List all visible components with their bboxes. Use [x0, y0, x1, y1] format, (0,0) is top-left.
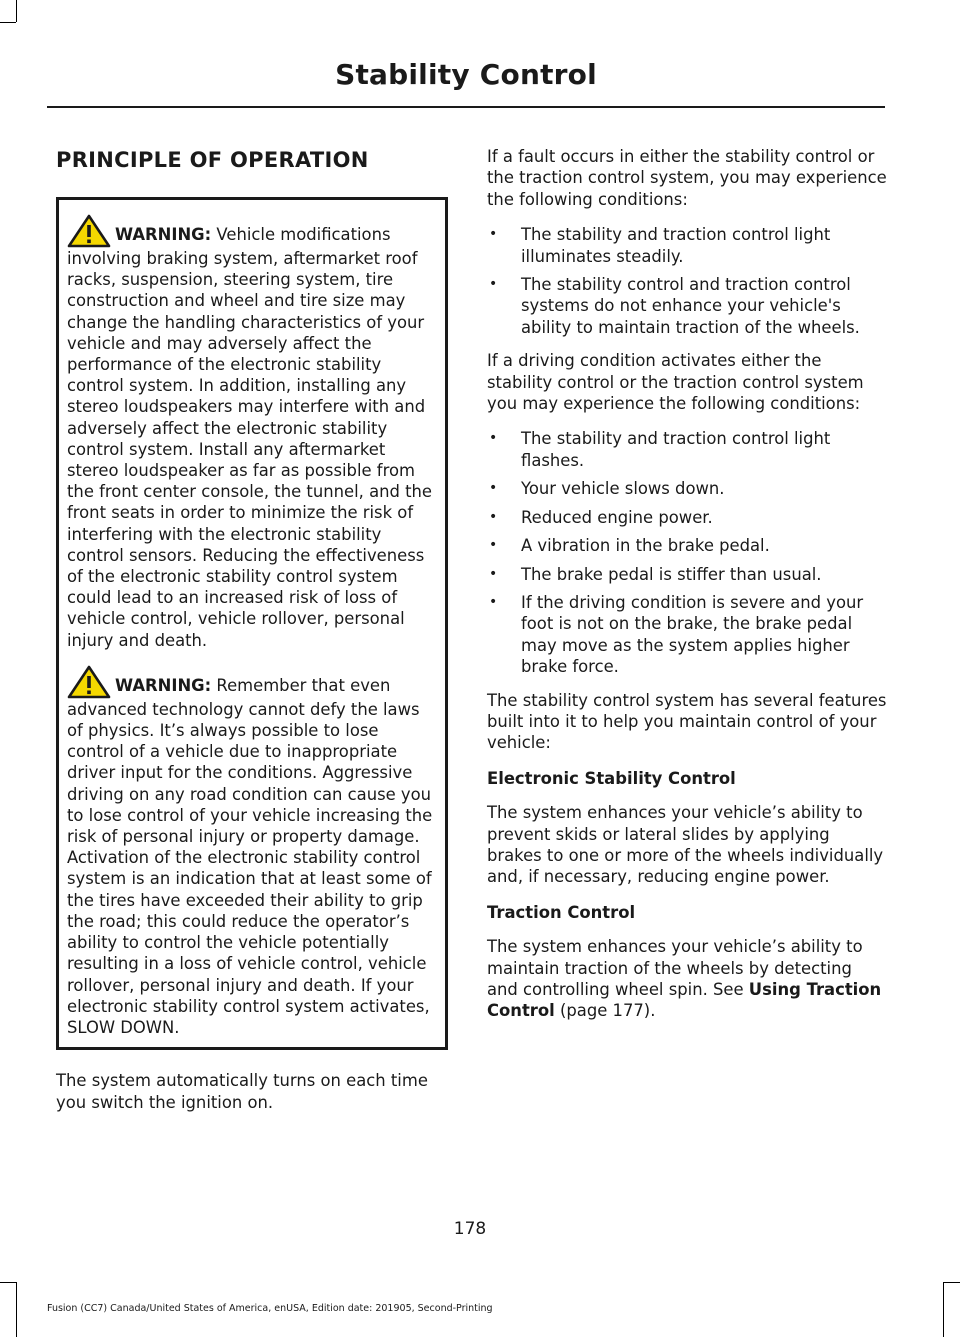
warning-box — [56, 197, 448, 1050]
list-item: • The stability control and traction control systems do not enhance your vehicle's ability to maintain traction of the wheels. — [487, 274, 887, 338]
header-divider — [47, 106, 885, 108]
list-item: • Your vehicle slows down. — [487, 478, 887, 499]
tc-heading: Traction Control — [487, 902, 636, 922]
list-item: • The brake pedal is stiffer than usual. — [487, 564, 887, 585]
activate-intro: If a driving condition activates either the stability control or the traction control system you may experience the following conditions: — [487, 351, 864, 414]
page-number: 178 — [453, 1219, 487, 1239]
esc-paragraph: The system enhances your vehicle’s ability to prevent skids or lateral slides by applying brakes to one or more of the wheels individually and, if necessary, reducing engine power. — [487, 803, 884, 887]
warning-label: WARNING: — [115, 675, 212, 695]
features-intro: The stability control system has several features built into it to help you maintain control of your vehicle: — [487, 690, 887, 753]
list-item: • Reduced engine power. — [487, 507, 887, 528]
warning-text: Remember that even advanced technology cannot defy the laws of physics. It’s always possible to lose control of a vehicle due to inappropriate driver input for the conditions. Aggressive driving on any road condition can cause you to lose control of your vehicle increasing the risk of personal injury or property damage. Activation of the electronic stability control system is an indication that at least some of the tires have exceeded their ability to grip the road; this could reduce the operator’s ability to control the vehicle potentially resulting in a loss of vehicle control, vehicle rollover, personal injury and death. If your electronic stability control system activates, SLOW DOWN. — [67, 675, 433, 1037]
list-item: • The stability and traction control light illuminates steadily. — [487, 224, 887, 267]
tc-paragraph — [487, 936, 887, 1022]
crop-mark — [0, 1282, 16, 1283]
warning-1 — [67, 214, 437, 651]
warning-triangle-icon — [67, 665, 111, 699]
warning-label: WARNING: — [115, 225, 212, 244]
fault-conditions-list — [487, 224, 887, 338]
left-column — [56, 140, 446, 1127]
page-title: Stability Control — [335, 58, 597, 91]
fault-intro: If a fault occurs in either the stability control or the traction control system, you may experience the following conditions: — [487, 147, 887, 209]
footer-edition: Fusion (CC7) Canada/United States of America, enUSA, Edition date: 201905, Second-Printing — [47, 1303, 493, 1314]
right-column — [487, 146, 887, 1036]
crop-mark — [16, 0, 17, 22]
warning-triangle-icon — [67, 214, 111, 248]
esc-heading: Electronic Stability Control — [487, 768, 736, 788]
warning-text: Vehicle modifications involving braking system, aftermarket roof racks, suspension, steering system, tire construction and wheel and tire size may change the handling characteristics of your vehicle and may adversely affect the performance of the electronic stability control system. In addition, installing any stereo loudspeakers may interfere with and adversely affect the electronic stability control system. Install any aftermarket stereo loudspeaker as far as possible from the front center console, the tunnel, and the front seats in order to minimize the risk of interfering with the electronic stability control sensors. Reducing the effectiveness of the electronic stability control system could lead to an increased risk of loss of vehicle control, vehicle rollover, personal injury and death. — [67, 225, 433, 650]
traction-control-link[interactable]: Using Traction Control — [487, 980, 882, 1021]
crop-mark — [16, 1282, 17, 1337]
list-item: • A vibration in the brake pedal. — [487, 535, 887, 556]
tc-text: The system enhances your vehicle’s ability to maintain traction of the wheels by detecting and controlling wheel spin. See — [487, 937, 863, 999]
crop-mark — [0, 22, 16, 23]
list-item: • If the driving condition is severe and your foot is not on the brake, the brake pedal may move as the system applies higher brake force. — [487, 592, 887, 678]
auto-on-paragraph: The system automatically turns on each time you switch the ignition on. — [56, 1071, 428, 1112]
activate-conditions-list — [487, 428, 887, 677]
crop-mark — [943, 1282, 944, 1337]
crop-mark — [943, 1282, 960, 1283]
section-heading: PRINCIPLE OF OPERATION — [56, 148, 369, 172]
page-reference: (page 177). — [559, 1001, 656, 1021]
list-item: • The stability and traction control light flashes. — [487, 428, 887, 471]
warning-2 — [67, 665, 437, 1038]
